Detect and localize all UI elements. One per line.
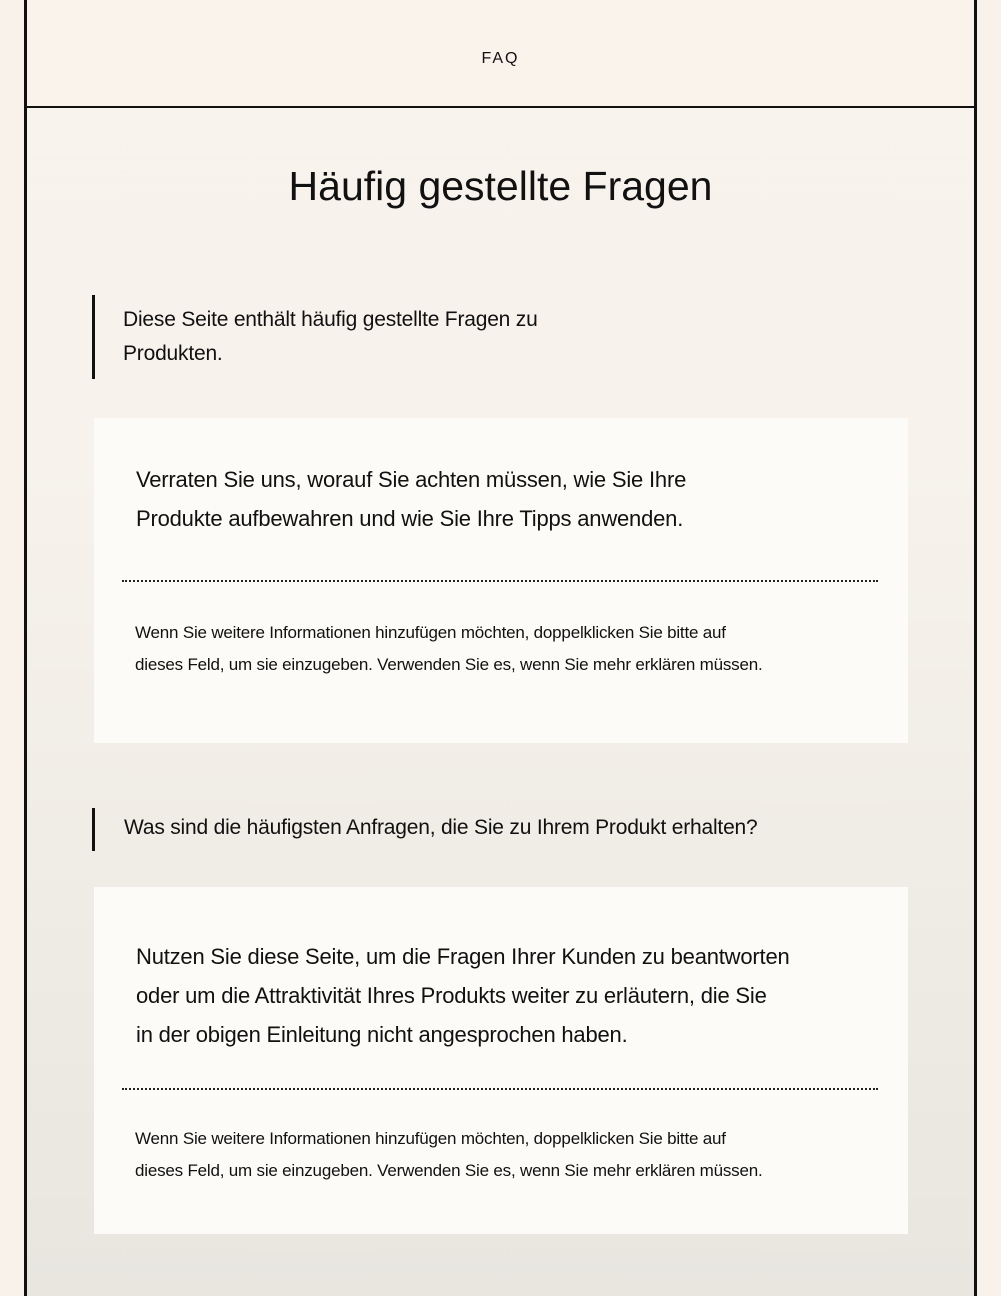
intro-text (123, 303, 538, 371)
card-note-text (135, 1123, 763, 1187)
card-note-text (135, 617, 763, 681)
intro-quote-bar (92, 295, 95, 379)
dotted-divider (122, 580, 878, 582)
intro-line: Produkten. (123, 342, 223, 365)
card-note-line: dieses Feld, um sie einzugeben. Verwenden Sie es, wenn Sie mehr erklären müssen. (135, 655, 763, 674)
card-note-line: dieses Feld, um sie einzugeben. Verwenden Sie es, wenn Sie mehr erklären müssen. (135, 1161, 763, 1180)
card-note-line: Wenn Sie weitere Informationen hinzufügen möchten, doppelklicken Sie bitte auf (135, 623, 726, 642)
card-main-line: in der obigen Einleitung nicht angesprochen haben. (136, 1022, 628, 1047)
intro-line: Diese Seite enthält häufig gestellte Fragen zu (123, 308, 538, 331)
faq-card-1[interactable] (94, 418, 908, 743)
header-label: FAQ (481, 50, 520, 67)
card-main-text (136, 460, 686, 538)
faq-card-2[interactable] (94, 887, 908, 1234)
card-main-text (136, 937, 790, 1054)
card-main-line: Verraten Sie uns, worauf Sie achten müssen, wie Sie Ihre (136, 467, 687, 492)
page-header (27, 0, 974, 108)
question-text: Was sind die häufigsten Anfragen, die Sie zu Ihrem Produkt erhalten? (124, 816, 758, 839)
dotted-divider (122, 1088, 878, 1090)
card-main-line: Nutzen Sie diese Seite, um die Fragen Ihrer Kunden zu beantworten (136, 944, 790, 969)
page-title: Häufig gestellte Fragen (288, 163, 713, 209)
card-main-line: Produkte aufbewahren und wie Sie Ihre Tipps anwenden. (136, 506, 684, 531)
question-quote-bar (92, 808, 95, 851)
card-note-line: Wenn Sie weitere Informationen hinzufügen möchten, doppelklicken Sie bitte auf (135, 1129, 726, 1148)
card-main-line: oder um die Attraktivität Ihres Produkts weiter zu erläutern, die Sie (136, 983, 767, 1008)
